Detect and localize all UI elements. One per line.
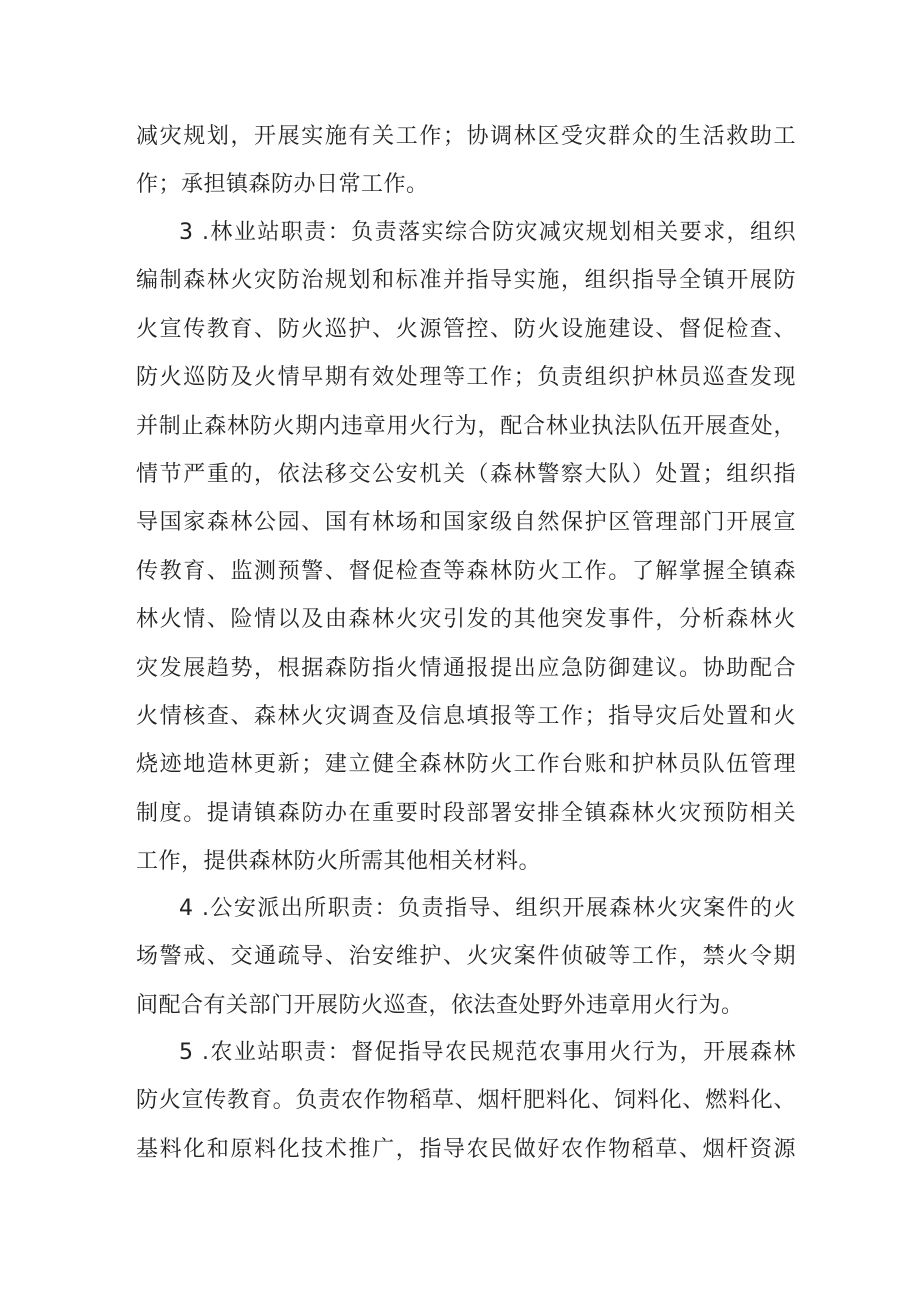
paragraph-item-3 bbox=[136, 209, 796, 886]
text-line: 传教育、监测预警、督促检查等森林防火工作。了解掌握全镇森 bbox=[136, 558, 796, 584]
text-line: 场警戒、交通疏导、治安维护、火灾案件侦破等工作，禁火令期 bbox=[136, 944, 796, 970]
text-line: 火宣传教育、防火巡护、火源管控、防火设施建设、督促检查、 bbox=[136, 316, 796, 342]
text-line: 作；承担镇森防办日常工作。 bbox=[136, 172, 429, 198]
text-line: 林火情、险情以及由森林火灾引发的其他突发事件，分析森林火 bbox=[136, 607, 796, 633]
text-line: 编制森林火灾防治规划和标准并指导实施，组织指导全镇开展防 bbox=[136, 268, 796, 294]
paragraph-item-4 bbox=[136, 885, 796, 1030]
text-line: 防火巡防及火情早期有效处理等工作；负责组织护林员巡查发现 bbox=[136, 365, 796, 391]
text-line: 导国家森林公园、国有林场和国家级自然保护区管理部门开展宣 bbox=[136, 510, 796, 536]
text-line: 4 .公安派出所职责：负责指导、组织开展森林火灾案件的火 bbox=[179, 896, 796, 921]
paragraph-continuation bbox=[136, 113, 796, 210]
text-line: 5 .农业站职责：督促指导农民规范农事用火行为，开展森林 bbox=[179, 1040, 796, 1065]
text-line: 工作，提供森林防火所需其他相关材料。 bbox=[136, 849, 542, 875]
text-line: 防火宣传教育。负责农作物稻草、烟杆肥料化、饲料化、燃料化、 bbox=[136, 1088, 796, 1114]
paragraph-item-5 bbox=[136, 1029, 796, 1174]
text-line: 灾发展趋势，根据森防指火情通报提出应急防御建议。协助配合 bbox=[136, 655, 796, 681]
text-line: 间配合有关部门开展防火巡查，依法查处野外违章用火行为。 bbox=[136, 992, 744, 1018]
text-line: 基料化和原料化技术推广，指导农民做好农作物稻草、烟杆资源 bbox=[136, 1136, 796, 1162]
text-line: 3 .林业站职责：负责落实综合防灾减灾规划相关要求，组织 bbox=[179, 220, 796, 245]
text-line: 火情核查、森林火灾调查及信息填报等工作；指导灾后处置和火 bbox=[136, 703, 796, 729]
text-line: 减灾规划，开展实施有关工作；协调林区受灾群众的生活救助工 bbox=[136, 124, 796, 149]
text-line: 烧迹地造林更新；建立健全森林防火工作台账和护林员队伍管理 bbox=[136, 752, 796, 778]
text-line: 制度。提请镇森防办在重要时段部署安排全镇森林火灾预防相关 bbox=[136, 800, 796, 826]
text-line: 情节严重的，依法移交公安机关（森林警察大队）处置；组织指 bbox=[136, 461, 796, 487]
text-line: 并制止森林防火期内违章用火行为，配合林业执法队伍开展查处， bbox=[136, 413, 796, 439]
